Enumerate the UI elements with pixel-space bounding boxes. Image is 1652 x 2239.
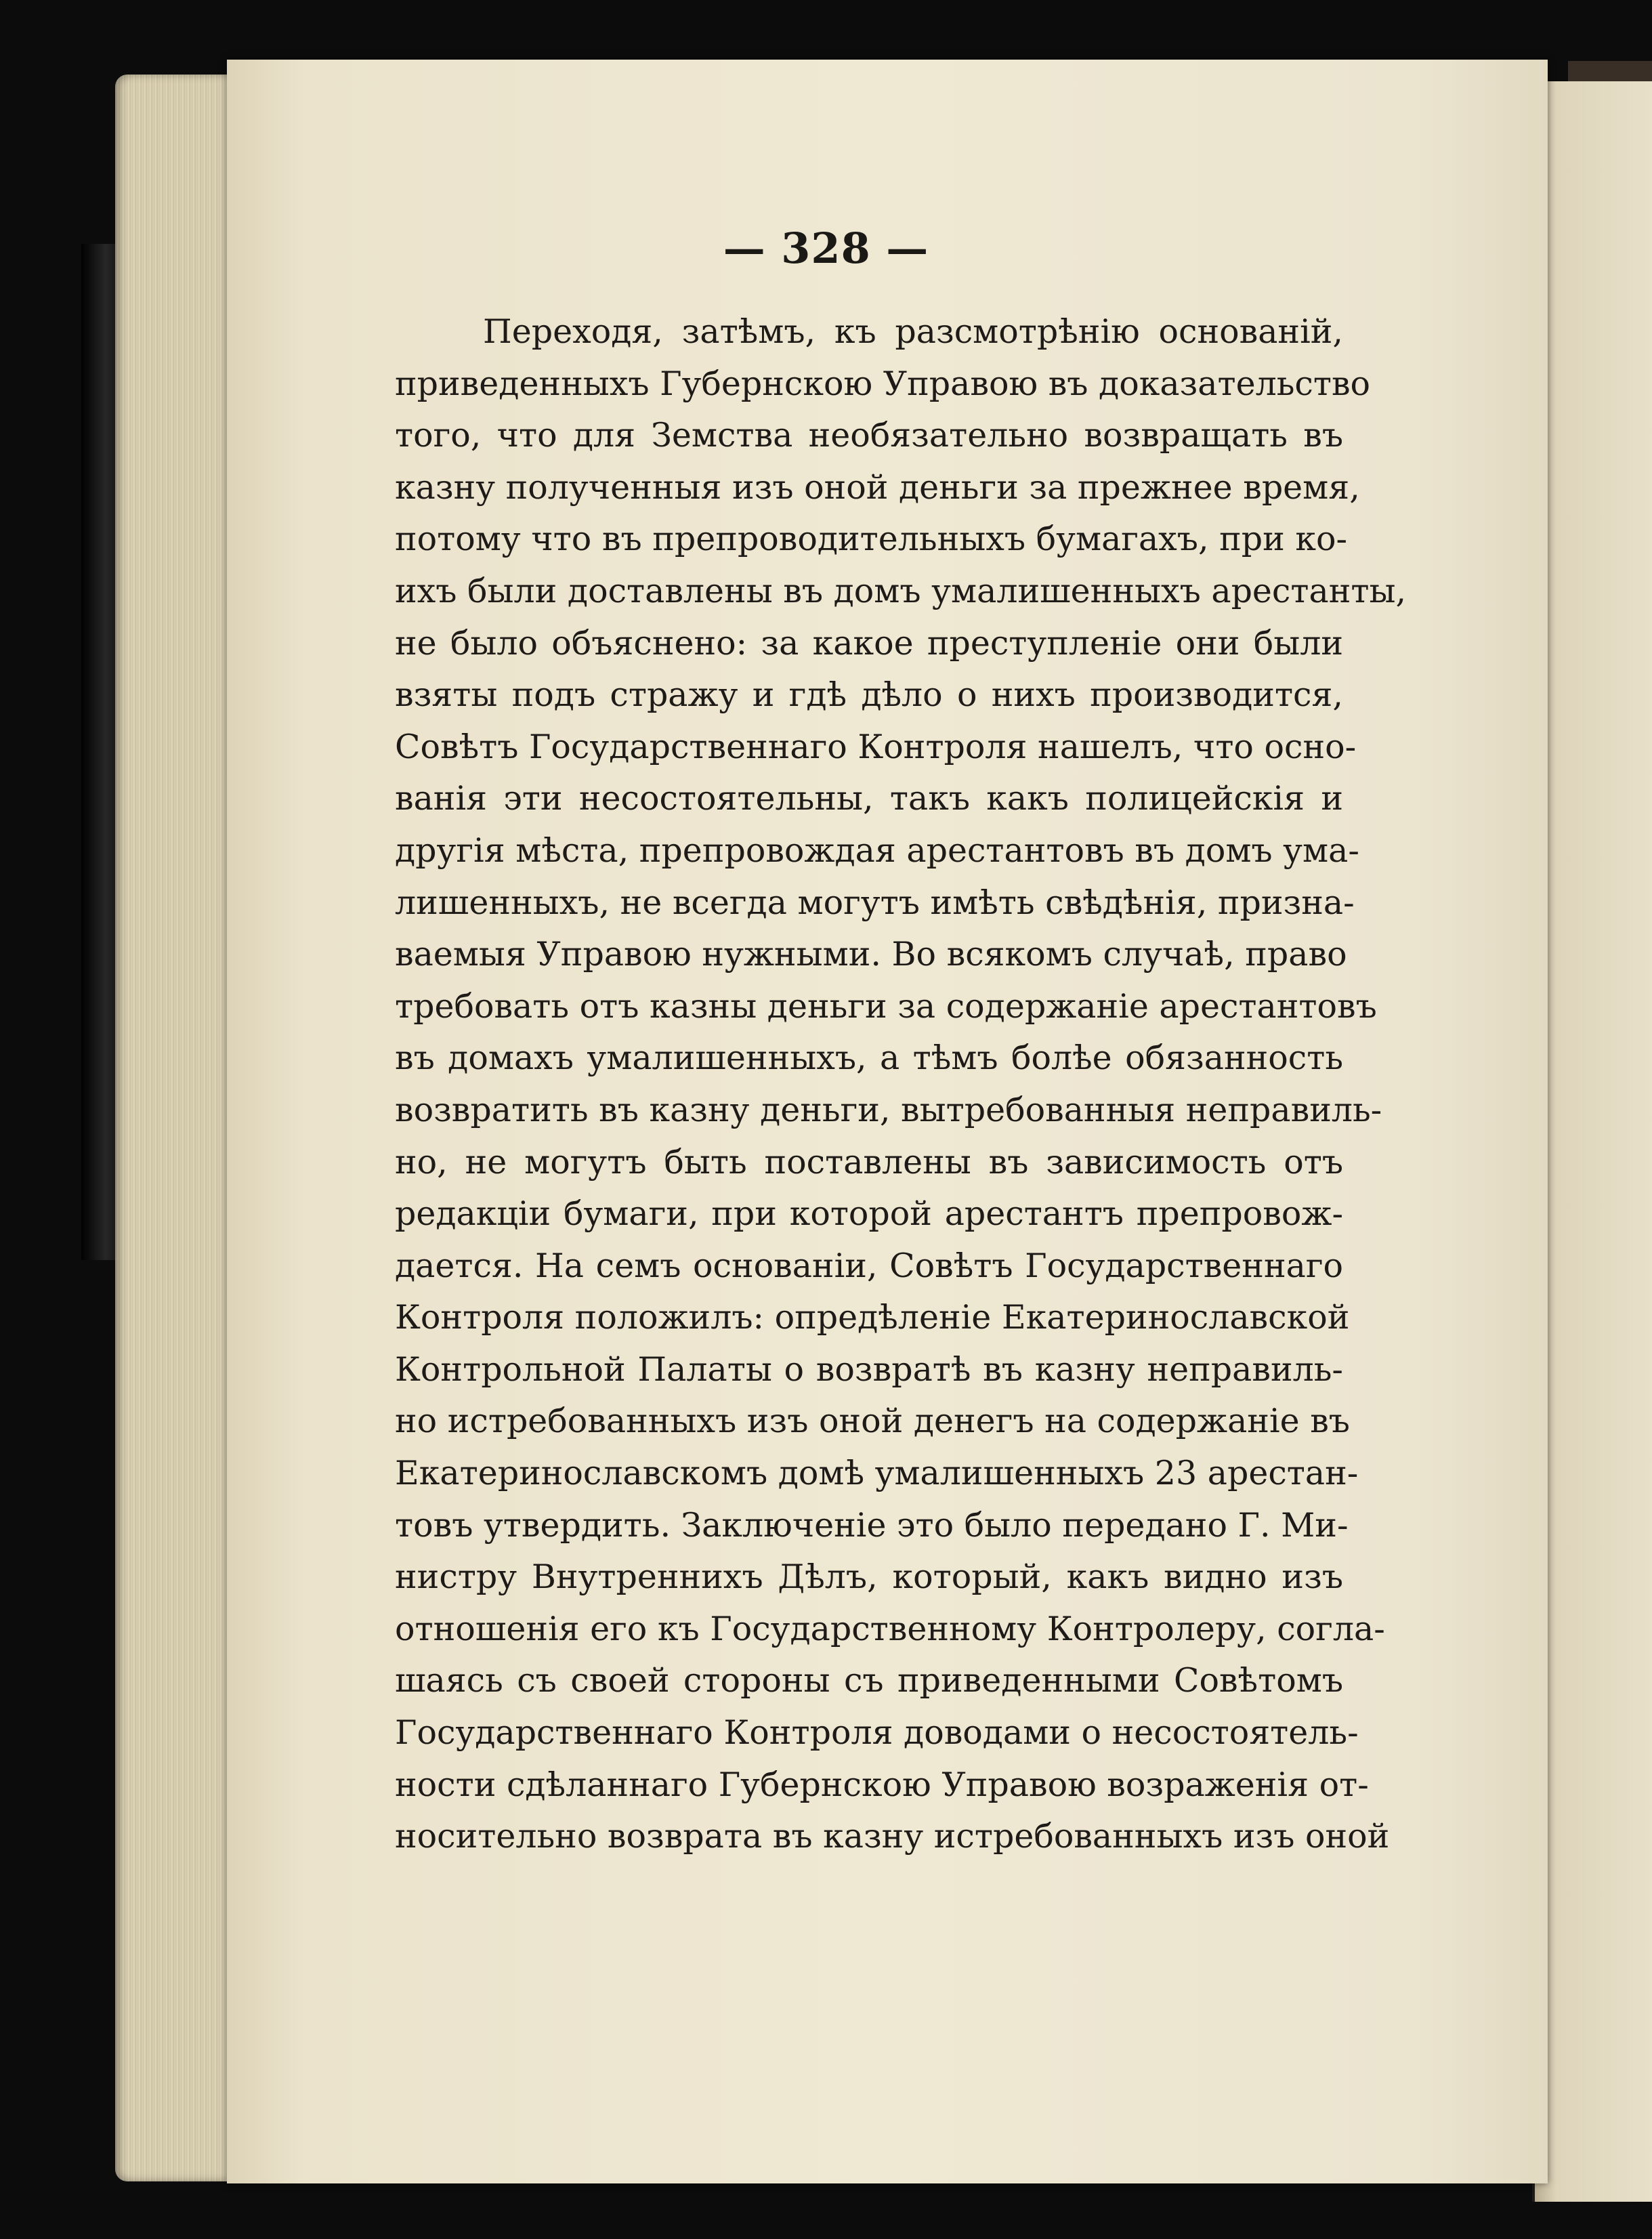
text-line: Государственнаго Контроля доводами о несостоятель- bbox=[395, 1713, 1359, 1753]
text-line: Совѣтъ Государственнаго Контроля нашелъ, что осно- bbox=[395, 727, 1357, 766]
text-line: дается. На семъ основаніи, Совѣтъ Государственнаго bbox=[395, 1246, 1343, 1285]
text-line: Переходя, затѣмъ, къ разсмотрѣнію основаній, bbox=[483, 312, 1343, 351]
text-line: въ домахъ умалишенныхъ, а тѣмъ болѣе обязанность bbox=[395, 1039, 1343, 1078]
text-line: возвратить въ казну деньги, вытребованныя неправиль- bbox=[395, 1090, 1382, 1129]
text-line: не было объяснено: за какое преступленіе они были bbox=[395, 623, 1343, 663]
text-line: но истребованныхъ изъ оной денегъ на содержаніе въ bbox=[395, 1402, 1350, 1441]
text-line: Екатеринославскомъ домѣ умалишенныхъ 23 арестан- bbox=[395, 1454, 1359, 1493]
text-line: потому что въ препроводительныхъ бумагахъ, при ко- bbox=[395, 520, 1348, 559]
text-line: но, не могутъ быть поставлены въ зависимость отъ bbox=[395, 1142, 1343, 1181]
text-line: лишенныхъ, не всегда могутъ имѣть свѣдѣнія, призна- bbox=[395, 883, 1355, 922]
text-line: товъ утвердить. Заключеніе это было передано Г. Ми- bbox=[395, 1505, 1349, 1545]
text-line: Контрольной Палаты о возвратѣ въ казну неправиль- bbox=[395, 1349, 1343, 1389]
text-line: требовать отъ казны деньги за содержаніе арестантовъ bbox=[395, 986, 1377, 1026]
text-line: отношенія его къ Государственному Контролеру, согла- bbox=[395, 1609, 1385, 1648]
page-edges bbox=[115, 75, 244, 2181]
text-line: другія мѣста, препровождая арестантовъ въ домъ ума- bbox=[395, 831, 1359, 870]
text-line: нистру Внутреннихъ Дѣлъ, который, какъ видно изъ bbox=[395, 1557, 1343, 1597]
text-line: Контроля положилъ: опредѣленіе Екатеринославской bbox=[395, 1298, 1350, 1337]
body-text bbox=[395, 306, 1407, 1863]
text-line: шаясь съ своей стороны съ приведенными Совѣтомъ bbox=[395, 1661, 1343, 1700]
text-line: казну полученныя изъ оной деньги за прежнее время, bbox=[395, 467, 1360, 507]
text-line: ванія эти несостоятельны, такъ какъ полицейскія и bbox=[395, 779, 1343, 818]
text-line: того, что для Земства необязательно возвращать въ bbox=[395, 416, 1343, 455]
text-line: носительно возврата въ казну истребованныхъ изъ оной bbox=[395, 1817, 1390, 1856]
text-line: приведенныхъ Губернскою Управою въ доказательство bbox=[395, 364, 1371, 403]
text-line: взяты подъ стражу и гдѣ дѣло о нихъ производится, bbox=[395, 675, 1343, 715]
page-number: — 328 — bbox=[723, 224, 929, 273]
text-line: ности сдѣланнаго Губернскою Управою возраженія от- bbox=[395, 1765, 1369, 1804]
text-line: ихъ были доставлены въ домъ умалишенныхъ арестанты, bbox=[395, 571, 1407, 610]
text-line: ваемыя Управою нужными. Во всякомъ случаѣ, право bbox=[395, 935, 1347, 974]
facing-page-edge bbox=[1532, 81, 1652, 2202]
text-line: редакціи бумаги, при которой арестантъ препровож- bbox=[395, 1194, 1343, 1234]
